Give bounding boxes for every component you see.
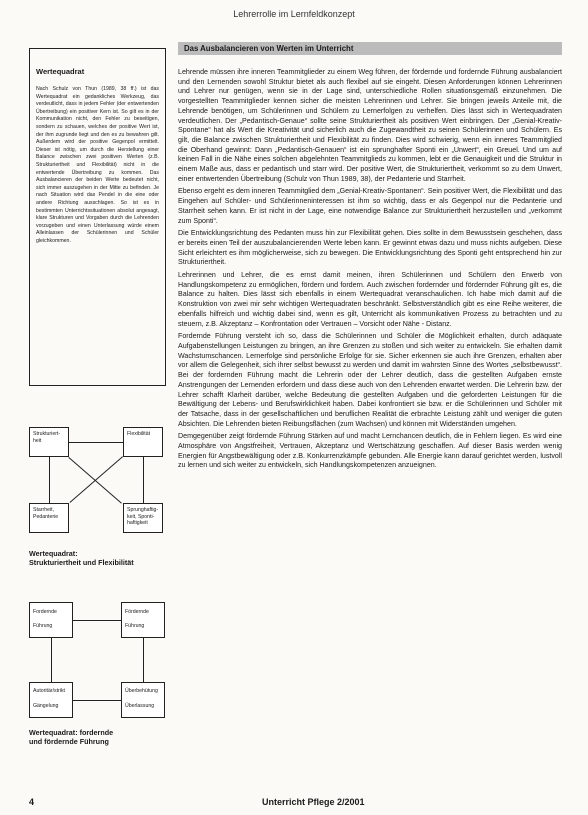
sq2-top-left xyxy=(29,602,73,638)
sq1-bottom-right: Sprunghaftig-keit, Sponti-haftigkeit xyxy=(123,503,163,533)
value-square-2 xyxy=(29,602,166,720)
sq1-caption-line2: Strukturiertheit und Flexibilität xyxy=(29,558,134,567)
paragraph-3: Die Entwicklungsrichtung des Pedanten muss hin zur Flexibilität gehen. Dies sollte in dem Bewusstsein geschehen, dass er bereits einen Teil der auszubalancierenden Werte leben kann. Er gewinnt etwas dazu und muss nichts aufgeben. Diese Sicht erleichtert es ihm möglicherweise, sich zu bewegen. Die Entwicklungsrichtung des Sponti geht entsprechend hin zur Strukturiertheit. xyxy=(178,229,562,267)
sq1-top-right: Flexibilität xyxy=(123,427,163,457)
sq2-bottom-right xyxy=(121,682,165,718)
sq1-caption-line1: Wertequadrat: xyxy=(29,549,78,558)
sq2-top-right xyxy=(121,602,165,638)
sq2-right-connector xyxy=(143,638,144,682)
sq2-bottom-right-line1: Überbehütung xyxy=(125,688,158,694)
sq2-caption-line2: und fördernde Führung xyxy=(29,737,109,746)
page-number: 4 xyxy=(29,797,35,807)
sq1-top-connector xyxy=(69,442,123,443)
paragraph-5: Fordernde Führung versteht ich so, dass die Schülerinnen und Schüler die Möglichkeit erhalten, durch adäquate Aufgabenstellungen Leistungen zu bringen, an ihre Grenzen zu stoßen und sich weiter zu entwickeln. Sie erhalten damit Wachstumschancen. Lernerfolge sind persönliche Erfolge für sie. Sicher erkennen sie auch ihre Grenzen, erhalten aber vor allem die Gelegenheit, sich ihrer selbst bewusst zu werden und damit im wahrsten Sinne des Wortes „selbstbewusst“. Bei der fordernden Führung macht die Lehrerin oder der Lehrer deutlich, dass die gestellten Aufgaben ernste Anstrengungen der Lernenden erfordern und dass diese auch von den Lehrenden erwartet werden. Die Lehrerin bzw. der Lehrer schafft Klarheit darüber, welche Bedeutung die gestellten Aufgaben und die geforderten Leistungen für die Bewältigung der Lebens- und Berufswirklichkeit haben. Dabei konfrontiert sie bzw. er die Schülerinnen und Schüler mit der Tatsache, dass in der gesellschaftlichen und beruflichen Realität die erbrachte Leistung zählt und weniger die guten Absichten. Die Lehrenden bieten Reibungsflächen (zum Wachsen) und können mit Widerständen umgehen. xyxy=(178,332,562,428)
sq2-top-right-line2: Führung xyxy=(125,622,145,629)
sq2-top-right-line1: Fördernde xyxy=(125,609,149,615)
sq1-caption xyxy=(29,549,179,567)
sq1-diagonal-b xyxy=(70,456,123,503)
sq2-top-connector xyxy=(73,620,121,621)
sq2-bottom-left-line2: Gängelung xyxy=(33,702,59,709)
publication-name: Unterricht Pflege 2/2001 xyxy=(262,797,365,807)
sq1-bottom-left: Starrheit, Pedanterie xyxy=(29,503,69,533)
sq1-top-left: Strukturiert-heit xyxy=(29,427,69,457)
running-header: Lehrerrolle im Lernfeldkonzept xyxy=(233,9,355,19)
sq2-top-left-line2: Führung xyxy=(33,622,53,629)
value-square-1 xyxy=(29,427,166,545)
sq2-bottom-left-line1: Autoritär/strikt xyxy=(33,688,65,694)
paragraph-2: Ebenso ergeht es dem inneren Teammitglied dem „Genial-Kreativ-Spontanen“. Sein positiver Wert, die Flexibilität und das Eingehen auf Schüler- und Schülerinneninteressen ist ihm so wichtig, dass er als Gegenpol nur die Pedanterie und Starrheit sehen kann. Er ist nicht in der Lage, eine notwendige Balance zur Strukturiertheit herzustellen und „verkommt zum Sponti“. xyxy=(178,187,562,225)
sidebar-column xyxy=(29,48,166,386)
main-column xyxy=(178,42,562,474)
sidebar-body: Nach Schulz von Thun (1989, 38 ff.) ist das Wertequadrat ein gedankliches Werkzeug, das verdeutlicht, dass in jedem Fehler (der entwertenden Übertreibung) ein positiver Kern ist. So gilt es in der Kommunikation nicht, den Fehler zu beseitigen, sondern zu schauen, welches der positive Wert ist, der ihm zugrunde liegt und den es zu bewahren gilt. Außerdem wird der positive Gegenpol ermittelt. Dieser ist nötig, um durch die Herstellung einer Balance zwischen zwei positiven Werten (z.B. Strukturiertheit und Flexibilität) nicht in die entwertende Übertreibung zu kommen. Das Ausbalancieren der beiden Werte bedeutet nicht, sich immer auszugehen in der Mitte zu befinden. Je nach Situation wird das Pendel in die eine oder andere Richtung ausschlagen. So ist es in bestimmten Unterrichtssituationen absolut angesagt, klare Strukturen und Vorgaben durch die Lehrenden vorzugeben und einen Unterlassung würde einem Alleinlassen der Schülerinnen und Schüler gleichkommen. xyxy=(36,86,159,244)
sq2-left-connector xyxy=(51,638,52,682)
sq2-top-left-line1: Fordernde xyxy=(33,609,57,615)
sidebar-box xyxy=(29,48,166,386)
sq2-caption-line1: Wertequadrat: fordernde xyxy=(29,728,114,737)
paragraph-6: Demgegenüber zeigt fördernde Führung Stärken auf und macht Lernchancen deutlich, die in Fehlern liegen. Es wird eine Atmosphäre von Angstfreiheit, Vertrauen, Akzeptanz und Wertschätzung geschaffen. Auf dieser Basis werden wenig Energien für Angstbewältigung oder z.B. Konkurrenzkämpfe gebunden. Alle Energie kann darauf gerichtet werden, lustvoll zu lernen und sich weiter zu entwickeln, sich Handlungskompetenzen anzueignen. xyxy=(178,432,562,470)
sq2-bottom-left xyxy=(29,682,73,718)
sq2-bottom-connector xyxy=(73,700,121,701)
sq1-left-connector xyxy=(49,457,50,503)
sidebar-title: Wertequadrat xyxy=(36,67,85,76)
sq2-caption xyxy=(29,728,179,746)
sq1-right-connector xyxy=(143,457,144,503)
section-title: Das Ausbalancieren von Werten im Unterricht xyxy=(178,42,562,55)
sq2-bottom-right-line2: Überlassung xyxy=(125,702,155,709)
paragraph-4: Lehrerinnen und Lehrer, die es ernst damit meinen, ihren Schülerinnen und Schülern den Erwerb von Handlungskompetenz zu ermöglichen, fördern und fordern. Auch zwischen fordernder und fördernder Führung gilt es, die Balance zu halten. Dies lässt sich ebenfalls in einem Wertequadrat veranschaulichen. Ich habe mich damit auf die Konstruktion von zwei mir sehr wichtigen Wertequadraten beschränkt. Selbstverständlich gibt es eine Reihe weiterer, die ebenfalls hilfreich und wichtig dabei sind, wenn es gilt, Unterricht als kommunikativen Prozess zu betrachten und zu steuern, z.B. Akzeptanz – Konfrontation oder Vertrauen – Vorsicht oder Nähe - Distanz. xyxy=(178,271,562,328)
paragraph-1: Lehrende müssen ihre inneren Teammitglieder zu einem Weg führen, der fördernde und fordernde Führung ausbalanciert und den Lernenden sowohl Struktur bietet als auch flexibel auf sie eingeht. Diesen Anforderungen können Lehrerinnen und Lehrer nur genügen, wenn sie in der Lage sind, unterschiedliche Rollen situationsgemäß einzunehmen. Die vorgestellten Teammitglieder kennen sicher die meisten Lehrerinnen und Lehrer. Sie bringen jeweils Anteile mit, die Lehrende benötigen, um Schülerinnen und Schülern zu Lernerfolgen zu verhelfen. Dies lässt sich in Wertequadraten verdeutlichen. Der „Pedantisch-Genaue“ sollte seine Strukturiertheit als positiven Wert einbringen. Der „Genial-Kreativ-Spontane“ hat als Wert die Kreativität und sicherlich auch die Zugewandtheit zu seinen Schülerinnen und Schülern. Es gilt, die Balance zwischen Strukturiertheit und Flexibilität zu finden. Dies wird schwierig, wenn ein inneres Teammitglied die Oberhand gewinnt: Dann „Pedantisch-Genauen“ ist ein sprunghafter Sponti ein „Unwert“, ein Greuel. Und um auf keinen Fall in die Nähe eines solchen abgelehnten Teammitglieds zu kommen, lebt er die Genauigkeit und die Struktur in einem Maße aus, dass er pedantisch und starr wird. Der positive Wert, die Strukturiertheit, verkommt so zu dem Unwert, einer entwertenden Übertreibung (Schulz von Thun 1989, 38), der Pedanterie und Starrheit. xyxy=(178,68,562,183)
